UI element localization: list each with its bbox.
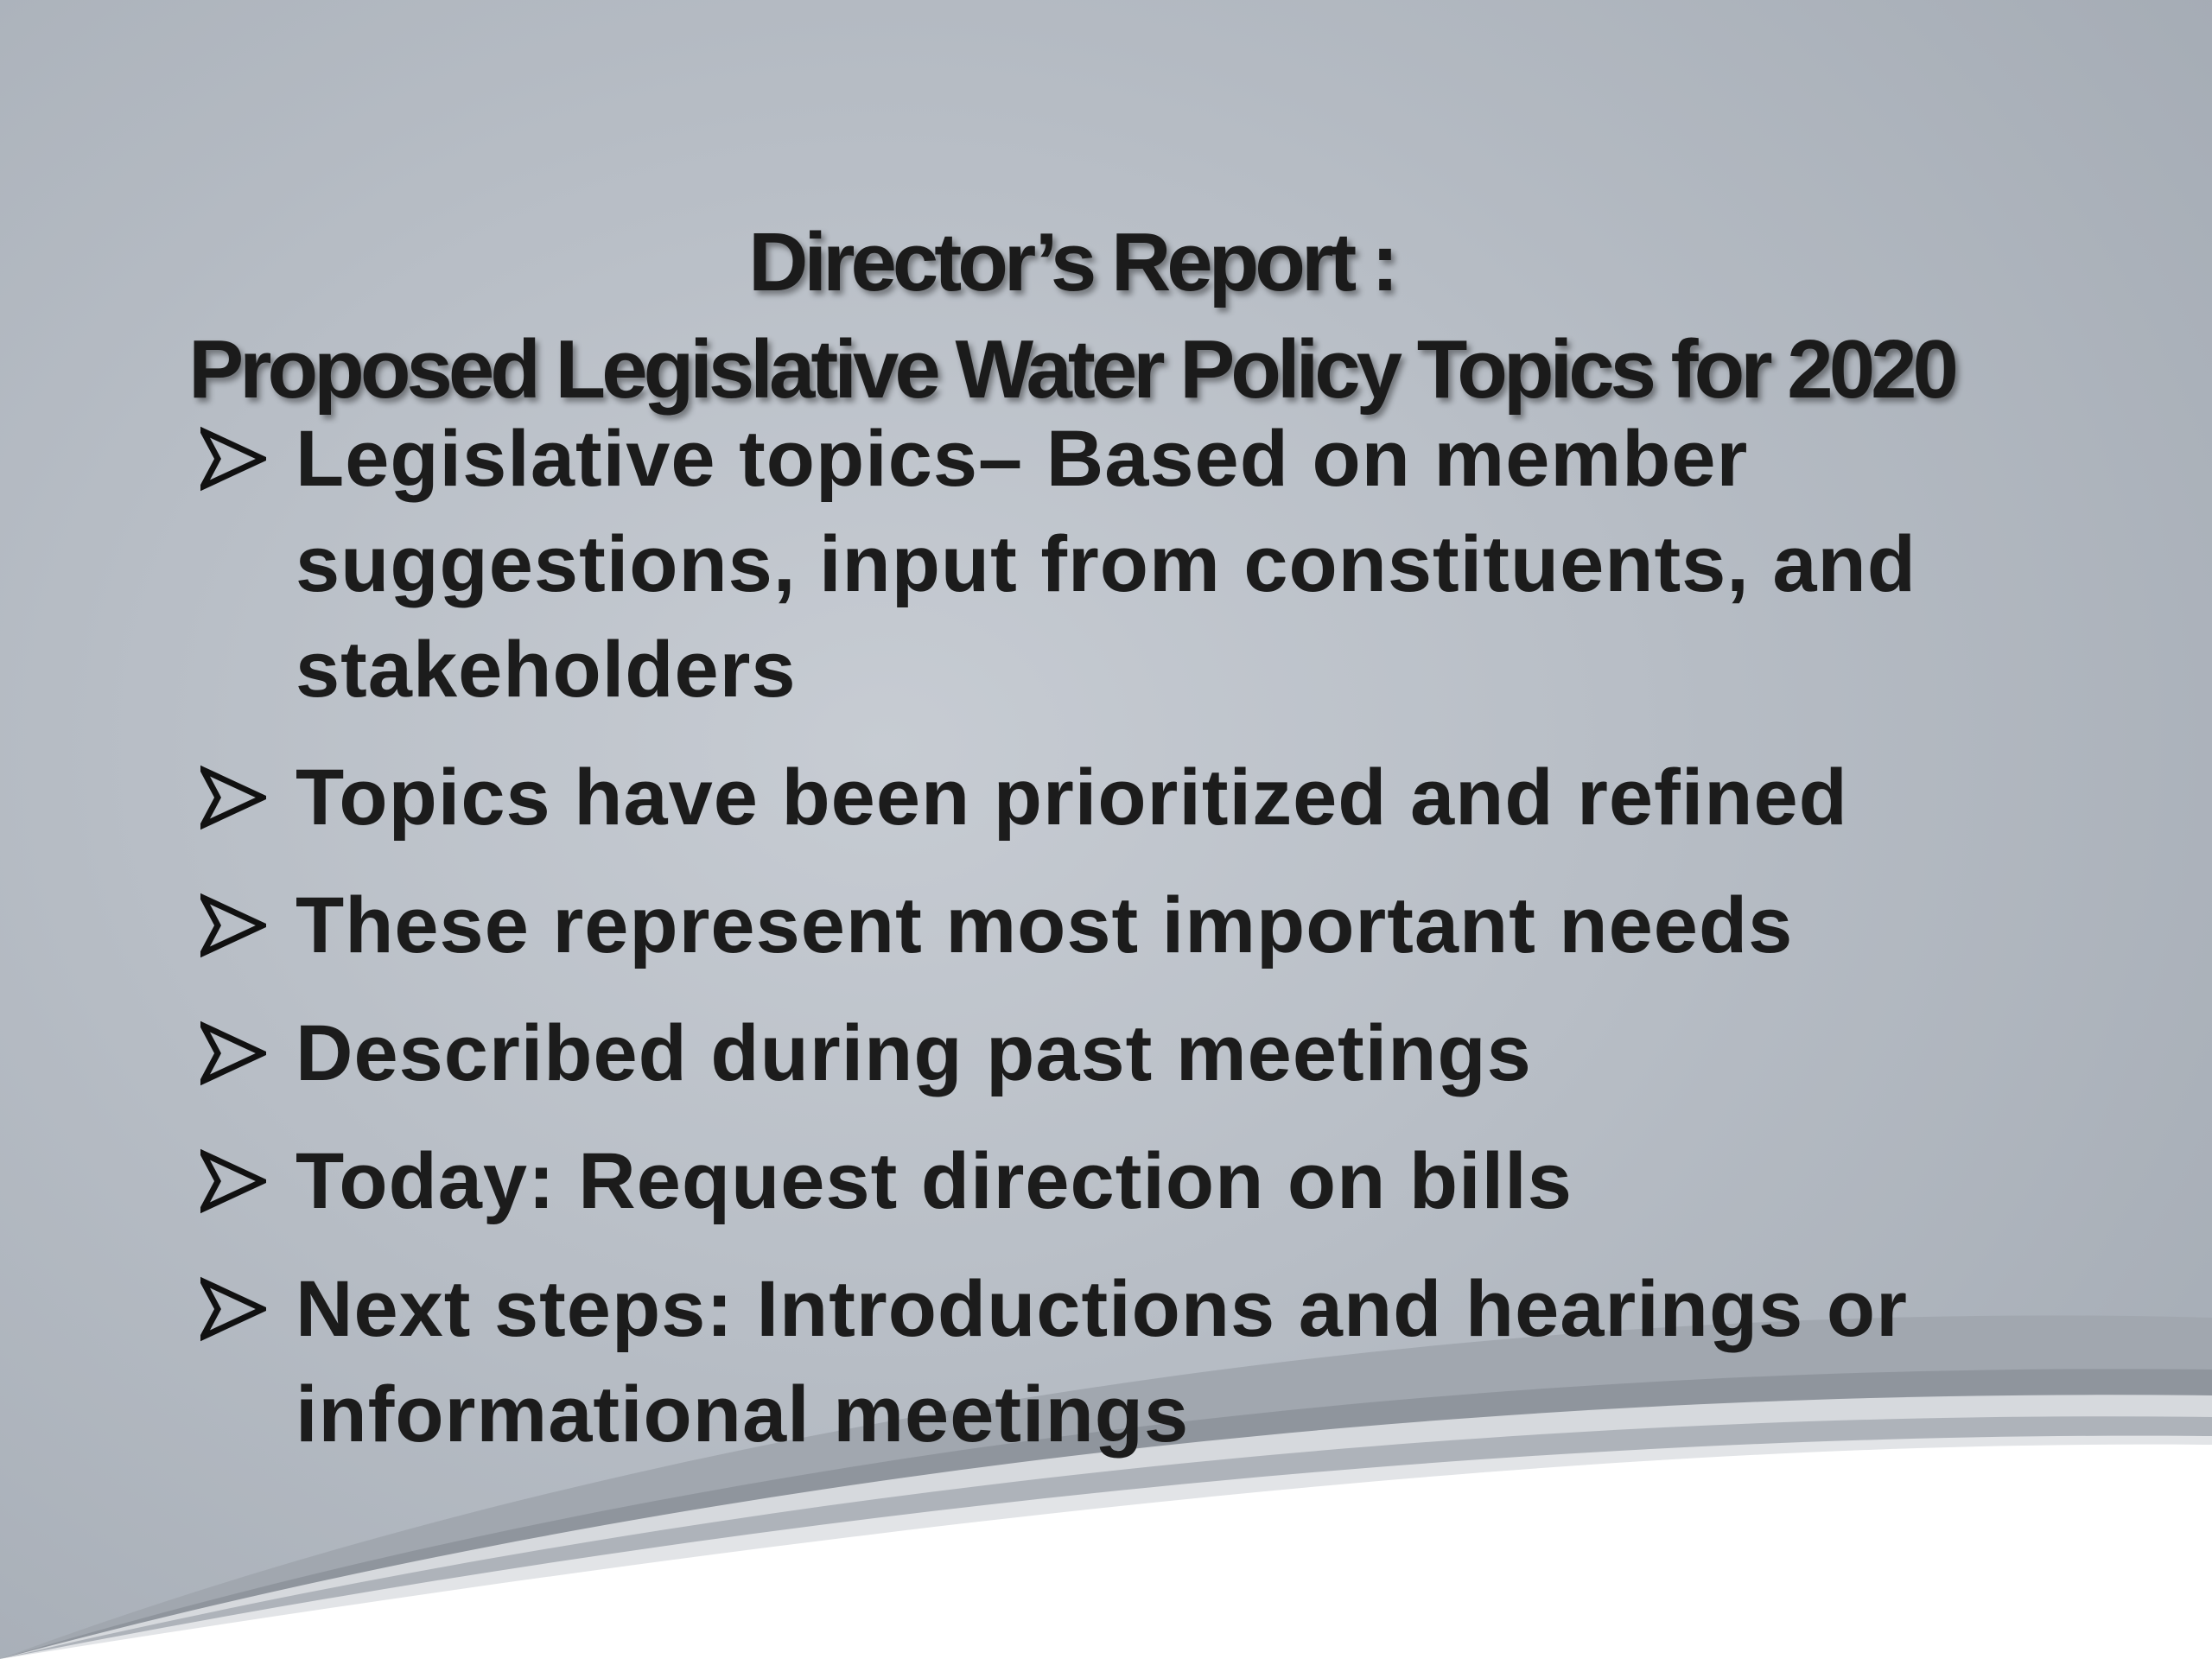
arrowhead-bullet-icon xyxy=(200,426,266,492)
bullet-item xyxy=(200,1256,2041,1467)
bullet-text: Described during past meetings xyxy=(296,1009,1532,1097)
arrowhead-bullet-icon xyxy=(200,1020,266,1086)
arrowhead-bullet-icon xyxy=(200,893,266,958)
bullet-text: Legislative topics– Based on member suggestions, input from constituents, and stakeholders xyxy=(296,415,1916,714)
arrowhead-bullet-icon xyxy=(200,765,266,830)
slide-title-line-1: Director’s Report : xyxy=(748,216,1395,309)
bullet-item xyxy=(200,1001,2041,1106)
slide-title xyxy=(0,209,2143,423)
bullet-text: Topics have been prioritized and refined xyxy=(296,753,1848,842)
bullet-text: Today: Request direction on bills xyxy=(296,1137,1573,1225)
arrowhead-bullet-icon xyxy=(200,1148,266,1214)
bullet-item xyxy=(200,1128,2041,1234)
bullet-list xyxy=(200,406,2041,1467)
bullet-text: Next steps: Introductions and hearings or informational meetings xyxy=(296,1265,1908,1459)
bullet-item xyxy=(200,873,2041,978)
bullet-item xyxy=(200,406,2041,722)
arrowhead-bullet-icon xyxy=(200,1276,266,1342)
bullet-item xyxy=(200,745,2041,850)
bullet-text: These represent most important needs xyxy=(296,881,1794,969)
slide-title-line-2: Proposed Legislative Water Policy Topics for 2020 xyxy=(188,323,1955,416)
